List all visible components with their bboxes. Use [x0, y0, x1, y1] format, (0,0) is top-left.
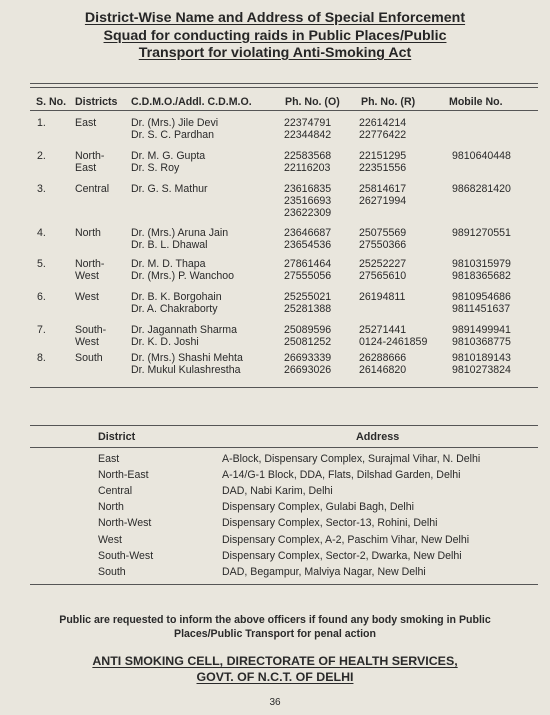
row-phone-office: 22116203: [284, 161, 331, 174]
address-row-district: South-West: [98, 549, 154, 562]
row-mobile: 9810954686: [452, 291, 511, 303]
row-phone-office: 22344842: [284, 128, 332, 141]
row-officer-name: Dr. M. G. Gupta: [131, 150, 206, 162]
row-district: West: [75, 291, 99, 303]
row-phone-residence: 26271994: [359, 194, 407, 207]
row-phone-residence: 27565610: [359, 269, 407, 282]
address-row-address: Dispensary Complex, Sector-2, Dwarka, New Delhi: [222, 549, 462, 562]
table-bottom-rule: [30, 387, 538, 388]
address-row-address: Dispensary Complex, Gulabi Bagh, Delhi: [222, 501, 414, 514]
title-line-1: District-Wise Name and Address of Special Enforcement: [84, 10, 466, 26]
row-mobile: 9810640448: [452, 150, 511, 162]
notice-line-2: Places/Public Transport for penal action: [174, 628, 376, 640]
row-officer-name: Dr. S. Roy: [131, 161, 180, 174]
row-phone-office: 26693339: [284, 352, 332, 364]
row-phone-office: 25255021: [284, 291, 332, 303]
row-phone-office: 27555056: [284, 269, 332, 282]
row-phone-residence: 25252227: [359, 258, 407, 270]
row-officer-name: Dr. B. L. Dhawal: [131, 238, 208, 251]
row-officer-name: Dr. (Mrs.) Jile Devi: [131, 117, 219, 129]
row-officer-name: Dr. Jagannath Sharma: [131, 324, 237, 336]
row-phone-office: 25081252: [284, 335, 332, 348]
row-district: North: [75, 227, 101, 239]
header-officers: C.D.M.O./Addl. C.D.M.O.: [131, 96, 252, 108]
row-officer-name: Dr. S. C. Pardhan: [131, 128, 215, 141]
row-district: West: [75, 269, 99, 282]
row-officer-name: Dr. Mukul Kulashrestha: [131, 363, 241, 376]
row-district: West: [75, 335, 99, 348]
address-header-divider: [30, 447, 538, 448]
row-serial-number: 4.: [37, 227, 46, 239]
row-officer-name: Dr. M. D. Thapa: [131, 258, 206, 270]
row-phone-office: 23646687: [284, 227, 332, 239]
row-phone-office: 23516693: [284, 194, 332, 207]
public-notice: [30, 613, 520, 641]
header-divider: [30, 110, 538, 111]
address-row-address: Dispensary Complex, A-2, Paschim Vihar, New Delhi: [222, 533, 470, 546]
row-mobile: 9811451637: [452, 302, 511, 315]
row-mobile: 9810368775: [452, 335, 511, 348]
authority-line-1: ANTI SMOKING CELL, DIRECTORATE OF HEALTH SERVICES,: [92, 654, 458, 668]
issuing-authority: [0, 654, 550, 685]
address-row-district: South: [98, 565, 126, 578]
row-district: East: [75, 161, 97, 174]
header-mobile: Mobile No.: [449, 96, 503, 108]
row-phone-residence: 26194811: [359, 291, 406, 303]
address-row-district: West: [98, 533, 122, 546]
address-row-district: East: [98, 453, 120, 465]
row-phone-office: 25281388: [284, 302, 332, 315]
address-row-district: North: [98, 501, 124, 514]
address-row-district: North-West: [98, 517, 152, 530]
row-district: South: [75, 352, 103, 364]
row-mobile: 9810273824: [452, 363, 511, 376]
row-phone-office: 22583568: [284, 150, 332, 162]
address-row-district: North-East: [98, 469, 149, 482]
row-phone-office: 27861464: [284, 258, 332, 270]
row-district: North-: [75, 150, 105, 162]
row-phone-residence: 25075569: [359, 227, 407, 239]
header-phone-office: Ph. No. (O): [285, 96, 340, 108]
row-officer-name: Dr. K. D. Joshi: [131, 335, 199, 348]
row-phone-residence: 26146820: [359, 363, 407, 376]
row-officer-name: Dr. (Mrs.) Shashi Mehta: [131, 352, 243, 364]
row-officer-name: Dr. (Mrs.) P. Wanchoo: [131, 269, 235, 282]
authority-line-2: GOVT. OF N.C.T. OF DELHI: [196, 669, 354, 684]
row-district: North-: [75, 258, 105, 270]
header-districts: Districts: [75, 96, 118, 108]
row-mobile: 9891270551: [452, 227, 511, 239]
address-row-address: A-Block, Dispensary Complex, Surajmal Vihar, N. Delhi: [222, 453, 481, 465]
address-table-top-rule: [30, 425, 538, 426]
row-phone-office: 23622309: [284, 206, 332, 219]
title-line-3: Transport for violating Anti-Smoking Act: [138, 45, 412, 61]
row-serial-number: 6.: [37, 291, 46, 303]
row-phone-residence: 22776422: [359, 128, 407, 141]
table-top-rule-2: [30, 87, 538, 88]
address-header-address: Address: [356, 431, 400, 443]
row-mobile: 9810315979: [452, 258, 511, 270]
row-phone-residence: 0124-2461859: [359, 335, 428, 348]
row-district: Central: [75, 183, 110, 195]
row-phone-residence: 27550366: [359, 238, 407, 251]
row-phone-residence: 25814617: [359, 183, 407, 195]
row-serial-number: 8.: [37, 352, 46, 364]
row-serial-number: 7.: [37, 324, 46, 336]
row-phone-residence: 25271441: [359, 324, 407, 336]
row-serial-number: 1.: [37, 117, 46, 129]
header-phone-residence: Ph. No. (R): [361, 96, 416, 108]
row-phone-residence: 22151295: [359, 150, 407, 162]
title-line-2: Squad for conducting raids in Public Places/Public: [103, 27, 447, 44]
row-phone-residence: 26288666: [359, 352, 407, 364]
row-phone-office: 22374791: [284, 117, 332, 129]
row-officer-name: Dr. G. S. Mathur: [131, 183, 208, 195]
row-mobile: 9891499941: [452, 324, 511, 336]
row-officer-name: Dr. B. K. Borgohain: [131, 291, 222, 303]
row-serial-number: 2.: [37, 150, 46, 162]
row-mobile: 9810189143: [452, 352, 511, 364]
page-title: [0, 10, 550, 63]
row-district: South-: [75, 324, 107, 336]
row-serial-number: 5.: [37, 258, 46, 270]
row-phone-residence: 22614214: [359, 117, 407, 129]
address-row-address: DAD, Nabi Karim, Delhi: [222, 485, 333, 498]
row-mobile: 9868281420: [452, 183, 511, 195]
header-sno: S. No.: [36, 96, 67, 108]
row-officer-name: Dr. A. Chakraborty: [131, 302, 218, 315]
notice-line-1: Public are requested to inform the above officers if found any body smoking in Public: [59, 614, 491, 626]
row-phone-office: 26693026: [284, 363, 332, 376]
row-mobile: 9818365682: [452, 269, 511, 282]
row-officer-name: Dr. (Mrs.) Aruna Jain: [131, 227, 229, 239]
address-header-district: District: [98, 431, 136, 443]
page-number: 36: [269, 697, 281, 708]
address-row-district: Central: [98, 485, 133, 498]
address-row-address: Dispensary Complex, Sector-13, Rohini, Delhi: [222, 517, 438, 530]
row-serial-number: 3.: [37, 183, 46, 195]
row-district: East: [75, 117, 97, 129]
address-row-address: A-14/G-1 Block, DDA, Flats, Dilshad Garden, Delhi: [222, 469, 461, 482]
table-top-rule: [30, 83, 538, 84]
row-phone-office: 23616835: [284, 183, 332, 195]
address-table-bottom-rule: [30, 584, 538, 585]
row-phone-office: 23654536: [284, 238, 332, 251]
address-row-address: DAD, Begampur, Malviya Nagar, New Delhi: [222, 565, 426, 578]
row-phone-office: 25089596: [284, 324, 332, 336]
row-phone-residence: 22351556: [359, 161, 407, 174]
